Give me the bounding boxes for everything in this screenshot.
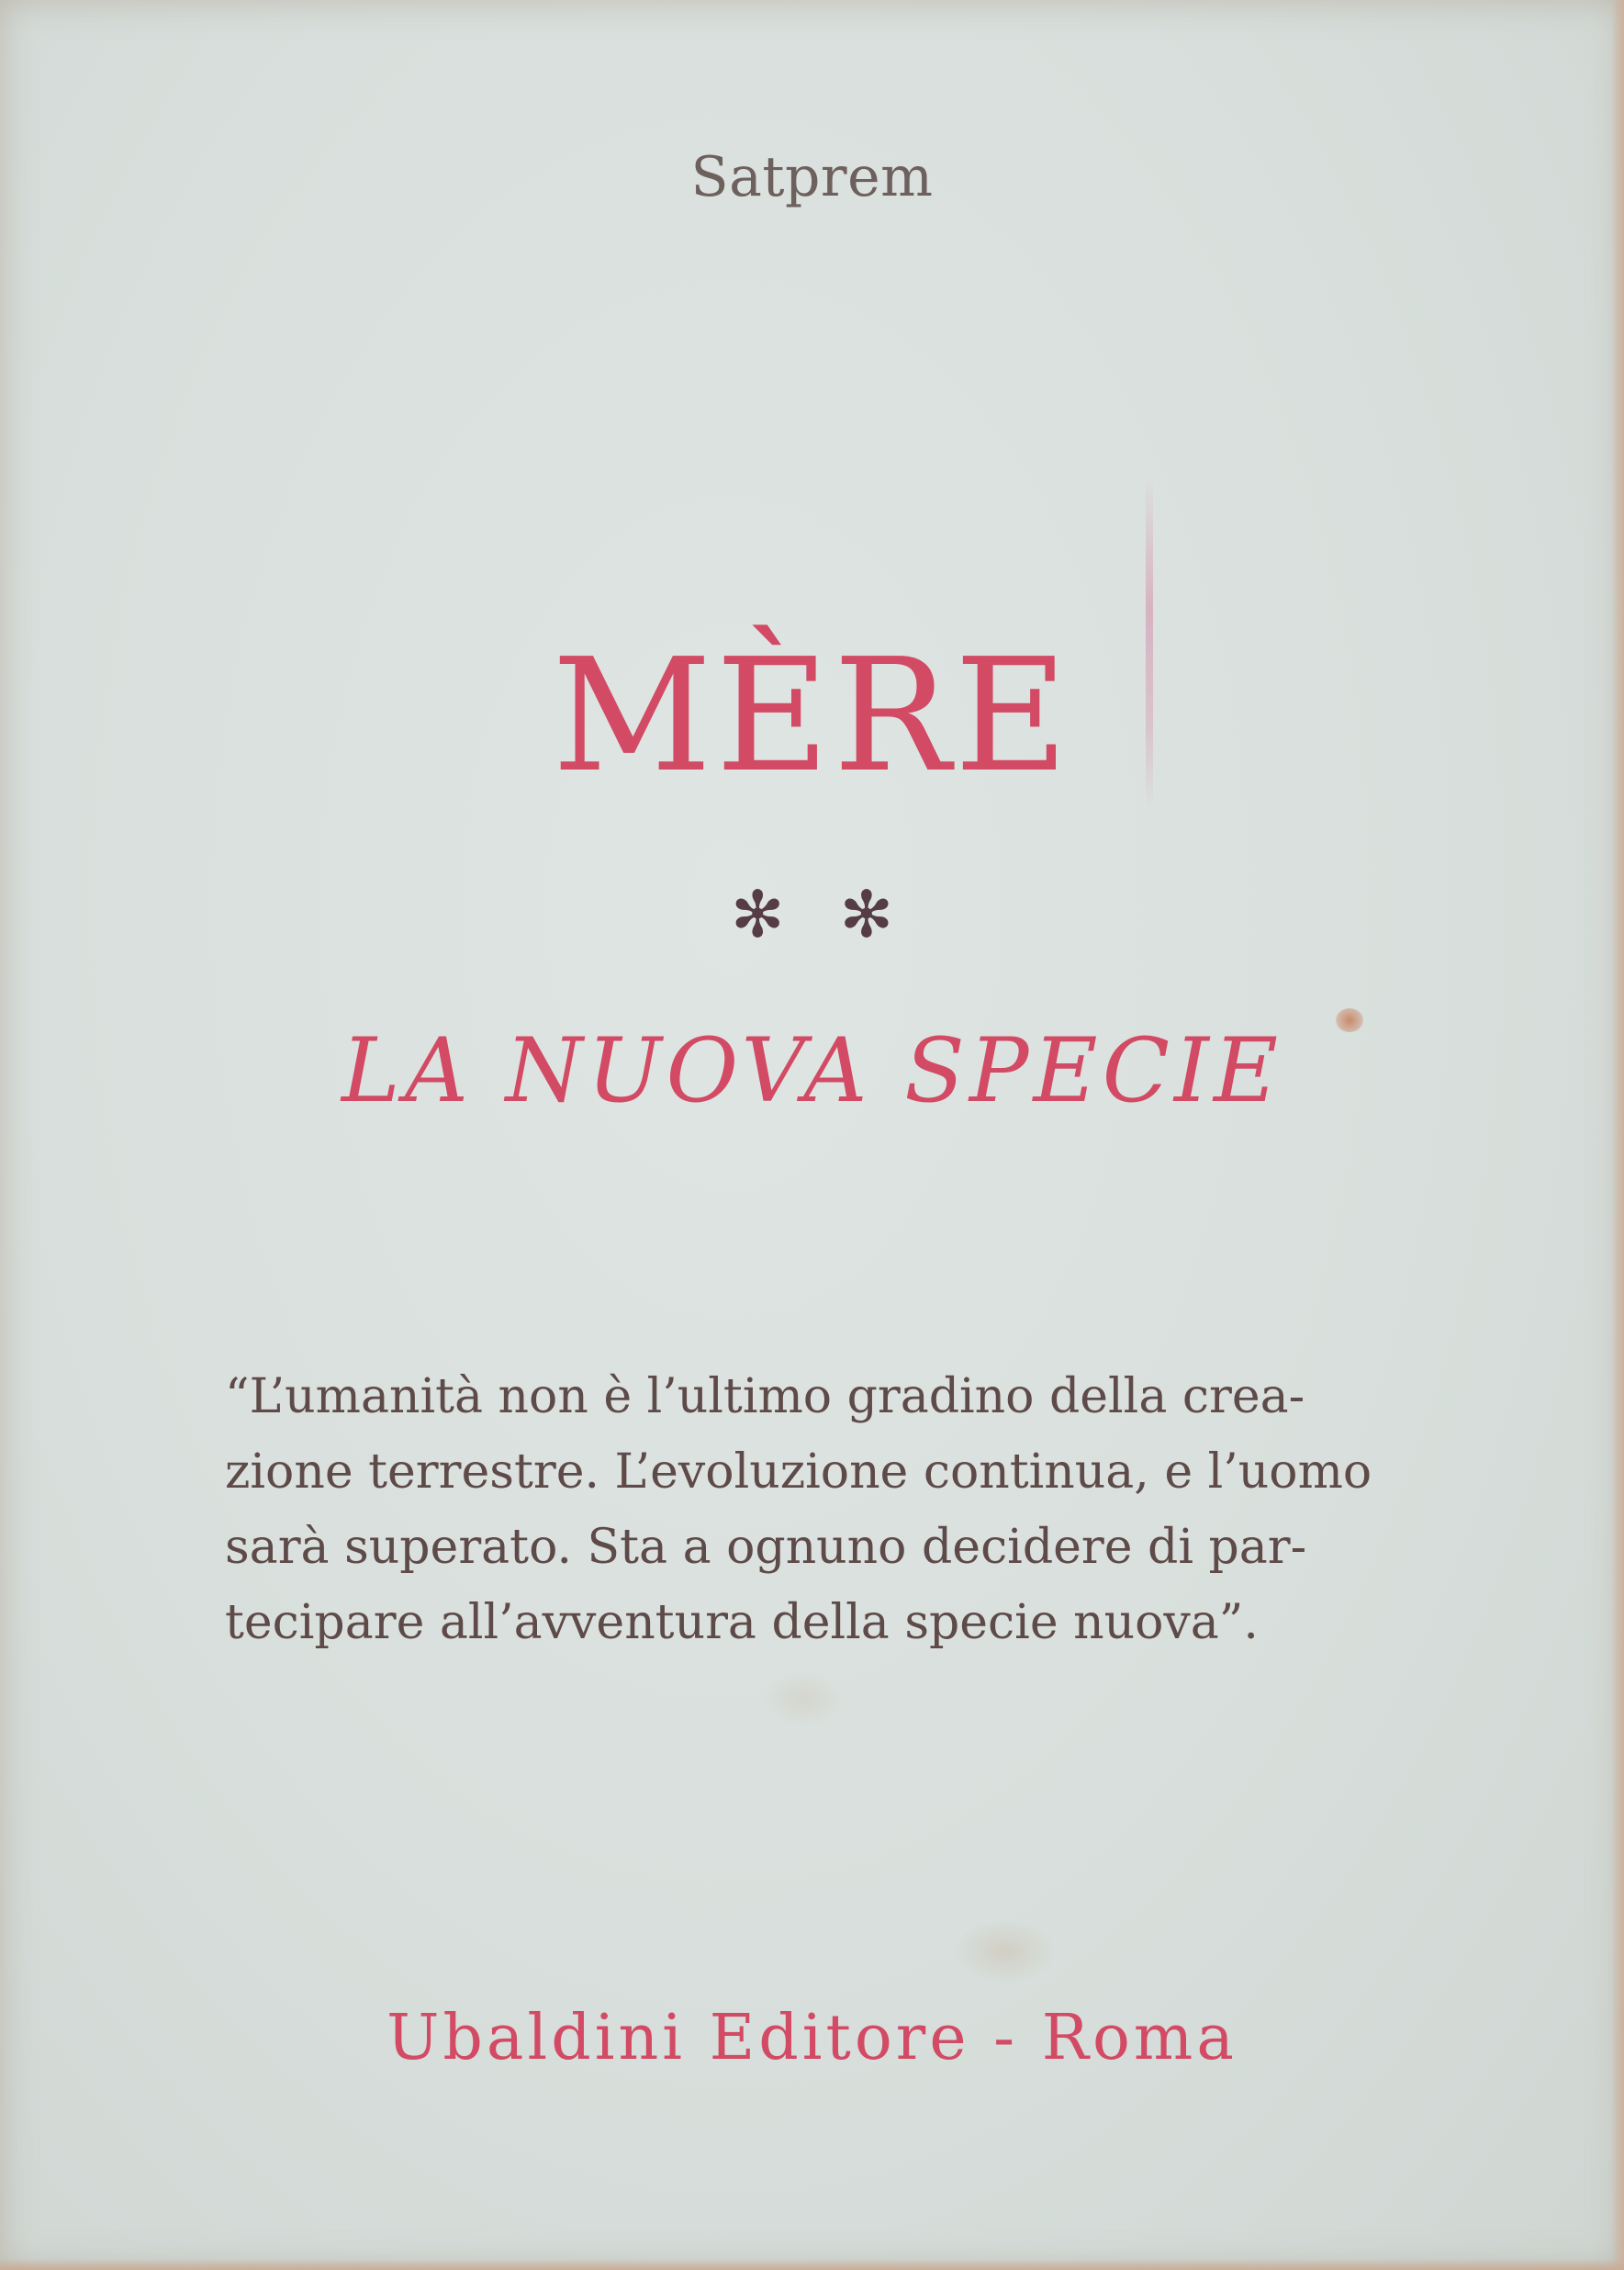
cover-quote bbox=[225, 1359, 1372, 1660]
quote-line: zione terrestre. L’evoluzione continua, e l’uomo bbox=[225, 1444, 1372, 1500]
cover-edge-right bbox=[1611, 0, 1624, 2270]
quote-line: “L’umanità non è l’ultimo gradino della crea- bbox=[225, 1369, 1305, 1424]
quote-line: tecipare all’avventura della specie nuova”. bbox=[225, 1595, 1259, 1650]
book-title: MÈRE bbox=[552, 625, 1072, 807]
quote-line: sarà superato. Sta a ognuno decidere di par- bbox=[225, 1520, 1307, 1575]
book-subtitle: LA NUOVA SPECIE bbox=[341, 1019, 1283, 1122]
author-name: Satprem bbox=[690, 145, 934, 209]
publisher-imprint: Ubaldini Editore - Roma bbox=[386, 2002, 1238, 2074]
asterisk-ornament: ✻✻ bbox=[730, 877, 949, 952]
cover-edge-bottom bbox=[0, 2259, 1624, 2270]
stain-spot bbox=[762, 1671, 845, 1726]
stain-spot bbox=[955, 1919, 1056, 1983]
